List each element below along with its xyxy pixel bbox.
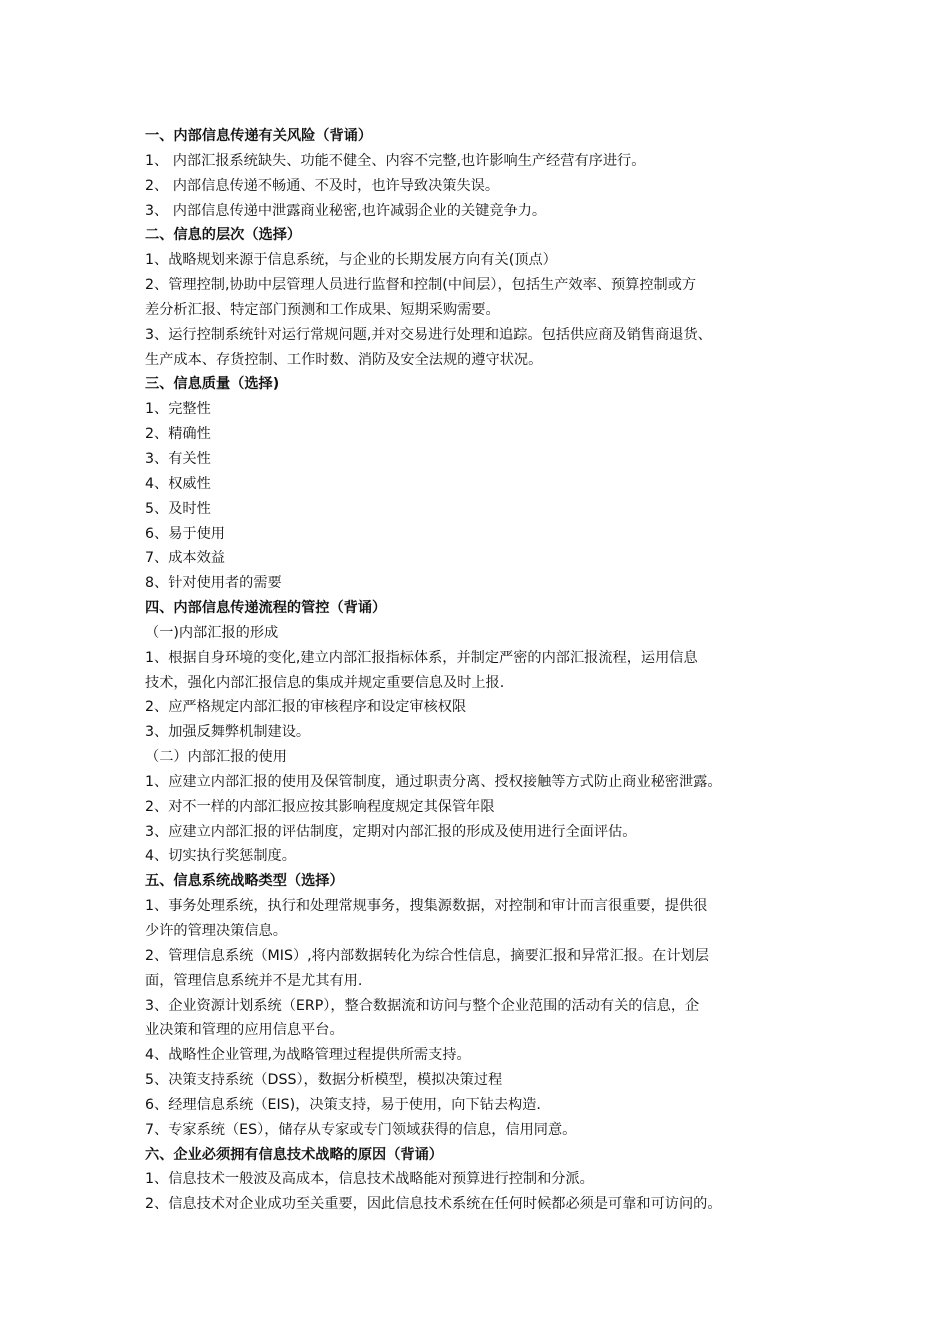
section-heading: 一、内部信息传递有关风险（背诵） (145, 128, 373, 144)
section-heading: 四、内部信息传递流程的管控（背诵） (145, 600, 387, 617)
text-line: 少许的管理决策信息。 (145, 923, 287, 939)
text-line: 3、 内部信息传递中泄露商业秘密,也许减弱企业的关键竞争力。 (145, 202, 547, 219)
text-line: 5、及时性 (145, 500, 211, 517)
text-line: 3、应建立内部汇报的评估制度，定期对内部汇报的形成及使用进行全面评估。 (145, 823, 637, 840)
text-line: 3、有关性 (145, 450, 211, 467)
text-line: 4、战略性企业管理,为战略管理过程提供所需支持。 (145, 1047, 471, 1064)
text-line: 6、经理信息系统（EIS)，决策支持，易于使用，向下钻去构造. (145, 1096, 541, 1113)
text-line: 1、事务处理系统，执行和处理常规事务，搜集源数据，对控制和审计而言很重要，提供很 (145, 898, 708, 915)
text-line: 2、信息技术对企业成功至关重要，因此信息技术系统在任何时候都必须是可靠和可访问的。 (145, 1196, 722, 1213)
text-line: 8、针对使用者的需要 (145, 575, 282, 592)
text-line: 1、战略规划来源于信息系统，与企业的长期发展方向有关(顶点） (145, 252, 557, 269)
text-line: 1、完整性 (145, 401, 211, 418)
document-page (145, 124, 835, 1217)
text-line: （二）内部汇报的使用 (145, 749, 287, 766)
text-line: 2、应严格规定内部汇报的审核程序和设定审核权限 (145, 699, 467, 716)
text-line: 1、 内部汇报系统缺失、功能不健全、内容不完整,也许影响生产经营有序进行。 (145, 152, 646, 169)
text-line: 2、 内部信息传递不畅通、不及时，也许导致决策失误。 (145, 177, 500, 194)
text-line: 技术，强化内部汇报信息的集成并规定重要信息及时上报. (145, 674, 505, 691)
text-line: 业决策和管理的应用信息平台。 (145, 1022, 344, 1039)
text-line: 1、根据自身环境的变化,建立内部汇报指标体系，并制定严密的内部汇报流程，运用信息 (145, 649, 698, 666)
text-line: 2、管理信息系统（MIS）,将内部数据转化为综合性信息，摘要汇报和异常汇报。在计划层 (145, 947, 709, 964)
text-line: 5、决策支持系统（DSS），数据分析模型，模拟决策过程 (145, 1072, 503, 1089)
text-line: 6、易于使用 (145, 525, 225, 542)
text-line: 生产成本、存货控制、工作时数、消防及安全法规的遵守状况。 (145, 351, 543, 368)
text-line: （一)内部汇报的形成 (145, 624, 279, 641)
text-line: 7、成本效益 (145, 550, 225, 567)
text-line: 4、切实执行奖惩制度。 (145, 848, 296, 865)
text-line: 2、管理控制,协助中层管理人员进行监督和控制(中间层），包括生产效率、预算控制或方 (145, 277, 697, 294)
section-heading: 二、信息的层次（选择） (145, 227, 302, 244)
section-heading: 五、信息系统战略类型（选择） (145, 873, 344, 890)
text-line: 1、信息技术一般波及高成本，信息技术战略能对预算进行控制和分派。 (145, 1171, 594, 1188)
text-line: 1、应建立内部汇报的使用及保管制度，通过职责分离、授权接触等方式防止商业秘密泄露。 (145, 773, 722, 790)
text-line: 7、专家系统（ES），储存从专家或专门领域获得的信息，信用同意。 (145, 1121, 577, 1138)
text-line: 3、加强反舞弊机制建设。 (145, 724, 311, 741)
text-line: 差分析汇报、特定部门预测和工作成果、短期采购需要。 (145, 301, 500, 318)
text-line: 4、权威性 (145, 475, 211, 492)
section-heading: 三、信息质量（选择) (145, 376, 280, 393)
text-line: 2、精确性 (145, 426, 211, 443)
text-line: 3、企业资源计划系统（ERP），整合数据流和访问与整个企业范围的活动有关的信息，企 (145, 997, 700, 1014)
text-line: 面，管理信息系统并不是尤其有用. (145, 972, 363, 989)
text-line: 2、对不一样的内部汇报应按其影响程度规定其保管年限 (145, 798, 495, 815)
text-line: 3、运行控制系统针对运行常规问题,并对交易进行处理和追踪。包括供应商及销售商退货、 (145, 326, 712, 343)
section-heading: 六、企业必须拥有信息技术战略的原因（背诵） (145, 1146, 443, 1163)
